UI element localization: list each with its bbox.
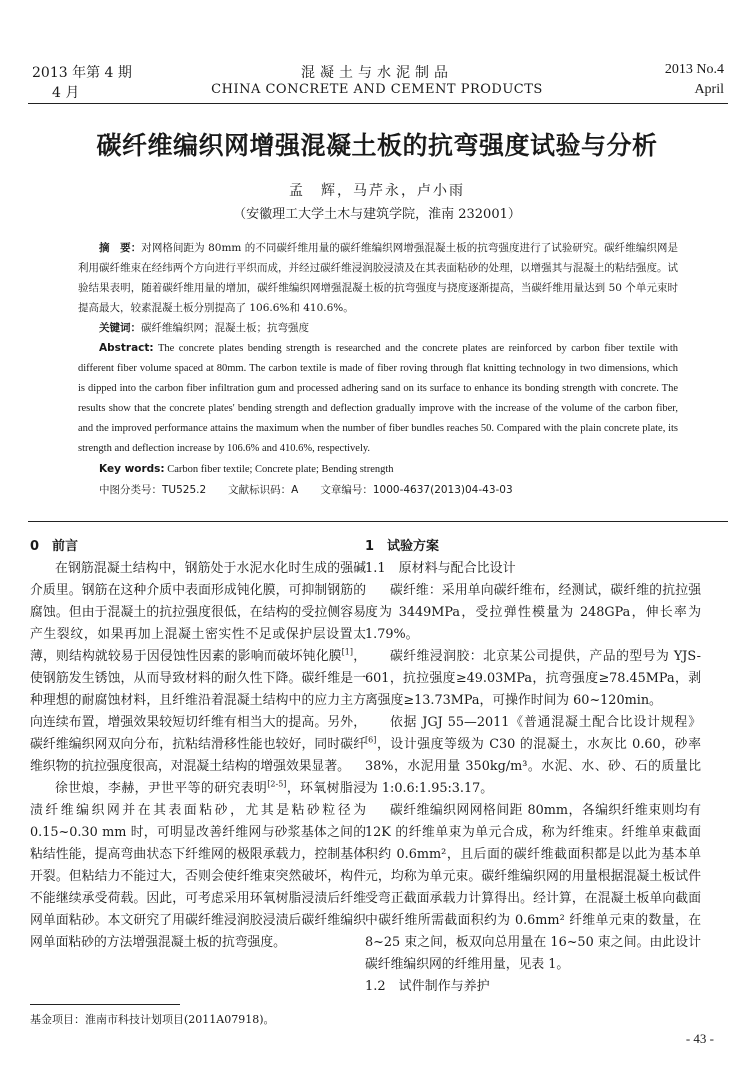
doc-code: 文献标识码：A: [228, 484, 299, 496]
abstract-block: [78, 238, 678, 500]
section-heading-method: 1 试验方案: [365, 539, 440, 554]
funding-footnote: 基金项目：淮南市科技计划项目(2011A07918)。: [30, 1013, 275, 1026]
method-paragraph-gum: 碳纤维浸润胶：北京某公司提供，产品的型号为 YJS-601，抗拉强度≥49.03MPa，抗弯强度≥78.45MPa，剥离强度≥13.73MPa，可操作时间为 60~120min。: [365, 649, 701, 708]
header-issue-cn: 2013 年第 4 期: [32, 65, 132, 81]
abstract-cn-text: 对网格间距为 80mm 的不同碳纤维用量的碳纤维编织网增强混凝土板的抗弯强度进行了试验研究。碳纤维编织网是利用碳纤维束在经纬两个方向进行平织而成，并经过碳纤维浸润胶浸渍及在其表面粘砂的处理，以增强其与混凝土的粘结强度。试验结果表明，随着碳纤维用量的增加，碳纤维编织网增强混凝土板的抗弯强度与挠度逐渐提高，当碳纤维用量达到 50 个单元束时提高最大，较素混凝土板分别提高了 106.6%和 410.6%。: [78, 242, 679, 314]
abstract-en-text: The concrete plates bending strength is researched and the concrete plates are reinforced by carbon fiber textile with different fiber volume spaced at 80mm. The carbon textile is made of fiber roving through flat knitting technology in two dimensions, which is dipped into the carbon fiber infiltration gum and processed adhering sand on its surface to enhance its bonding strength with concrete. The results show that the concrete plates' bending strength and deflection gradually improve with the increase of the volume of the carbon fiber, and the improved performance attains the maximum when the number of fiber bundles reaches 50. Compared with the plain concrete plate, its strength and deflection increase by 106.6% and 410.6%, respectively.: [78, 343, 679, 454]
right-column: [365, 536, 701, 998]
citation-ref: [1]: [341, 647, 354, 657]
citation-ref: [2-5]: [267, 779, 287, 789]
header-issue-en: 2013 No.4: [664, 62, 724, 77]
method-paragraph-textile: 碳纤维编织网网格间距 80mm，各编织纤维束则均有 12K 的纤维单束为单元合成，称为纤维束。纤维单束截面积约 0.6mm²，且后面的碳纤维截面积都是以此为基本单元，均称为单元束。碳纤维编织网的用量根据混凝土板试件受弯正截面承载力计算得出。经计算，在混凝土板单向截面中碳纤维所需截面积约为 0.6mm² 纤维单元束的数量，在 8~25 束之间，板双向总用量在 16~50 束之间。由此设计碳纤维编织网的纤维用量，见表 1。: [365, 803, 701, 972]
clc-code: 中图分类号：TU525.2: [99, 484, 207, 496]
abstract-en: [78, 338, 678, 459]
header-rule: [28, 103, 728, 104]
left-column: [30, 536, 366, 954]
keywords-en: [78, 459, 678, 480]
classification-line: [78, 480, 678, 500]
keywords-cn-label: 关键词：: [99, 322, 141, 334]
subsection-heading-materials: 1.1 原材料与配合比设计: [365, 561, 516, 576]
article-number: 文章编号：1000-4637(2013)04-43-03: [320, 484, 513, 496]
citation-ref: [6]: [365, 735, 377, 745]
header-journal-cn: 混凝土与水泥制品: [301, 65, 453, 81]
keywords-cn: [78, 318, 678, 338]
footnote-rule: [30, 1004, 180, 1005]
intro-paragraph-1: 在钢筋混凝土结构中，钢筋处于水泥水化时生成的强碱介质里。钢筋在这种介质中表面形成钝化膜，可抑制钢筋的腐蚀。但由于混凝土的抗拉强度很低，在结构的受拉侧容易产生裂纹，如果再加上混凝土密实性不足或保护层设置太薄，则结构就较易于因侵蚀性因素的影响而破坏钝化膜[1]，使钢筋发生锈蚀，从而导致材料的耐久性下降。碳纤维是一种理想的耐腐蚀材料，且纤维沿着混凝土结构中的应力主方向连续布置，增强效果较短切纤维有相当大的提高。另外，碳纤维编织网双向分布，抗粘结滑移性能也较好，同时碳纤维织物的抗拉强度很高，对混凝土结构的增强效果显著。: [30, 561, 367, 774]
keywords-en-label: Key words:: [99, 463, 165, 475]
header-month-en: April: [694, 82, 724, 97]
subsection-heading-specimens: 1.2 试件制作与养护: [365, 979, 490, 994]
abstract-rule: [28, 521, 728, 522]
paper-affiliation: （安徽理工大学土木与建筑学院，淮南 232001）: [233, 207, 521, 222]
intro-paragraph-2: 徐世烺，李赫，尹世平等的研究表明[2-5]，环氧树脂浸渍纤维编织网并在其表面粘砂，尤其是粘砂粒径为 0.15~0.30 mm 时，可明显改善纤维网与砂浆基体之间的粘结性能，提高弯曲状态下纤维网的极限承载力，控制基体开裂。但粘结力不能过大，否则会使纤维束突然破坏，构件不能继续承受荷载。因此，可考虑采用环氧树脂浸渍后纤维网单面粘砂。本文研究了用碳纤维浸润胶浸渍后碳纤维编织网单面粘砂的方法增强混凝土板的抗弯强度。: [30, 779, 367, 950]
method-paragraph-mix: 依据 JGJ 55—2011《普通混凝土配合比设计规程》[6]，设计强度等级为 C30 的混凝土，水灰比 0.60，砂率 38%，水泥用量 350kg/m³。水泥、水、砂、石的质量比为 1:0.6:1.95:3.17。: [365, 715, 701, 796]
paper-authors: 孟 辉，马芹永，卢小雨: [289, 183, 465, 199]
page-number: - 43 -: [685, 1031, 714, 1046]
keywords-cn-text: 碳纤维编织网；混凝土板；抗弯强度: [141, 322, 309, 334]
section-heading-intro: 0 前言: [30, 539, 79, 554]
header-journal-en: CHINA CONCRETE AND CEMENT PRODUCTS: [211, 82, 543, 97]
abstract-en-label: Abstract:: [99, 342, 154, 354]
header-month-cn: 4 月: [52, 85, 80, 101]
abstract-cn: [78, 238, 678, 318]
abstract-cn-label: 摘 要：: [99, 242, 142, 254]
keywords-en-text: Carbon fiber textile; Concrete plate; Bending strength: [167, 464, 394, 475]
method-paragraph-carbon-fiber: 碳纤维：采用单向碳纤维布，经测试，碳纤维的抗拉强度为 3449MPa，受拉弹性模量为 248GPa，伸长率为 1.79%。: [365, 583, 701, 642]
paper-title: 碳纤维编织网增强混凝土板的抗弯强度试验与分析: [96, 131, 658, 160]
